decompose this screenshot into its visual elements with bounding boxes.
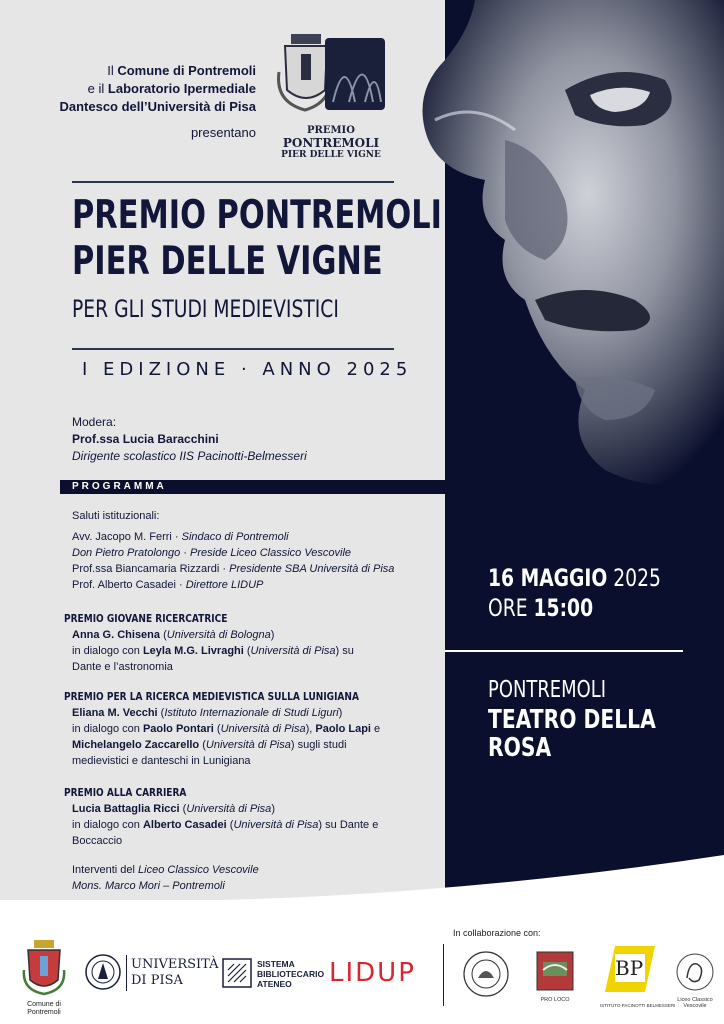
statue-head-image — [415, 0, 724, 520]
unipi-text: UNIVERSITÀ DI PISA — [131, 957, 219, 988]
liceo-logo: Liceo Classico Vescovile — [670, 952, 720, 1009]
pacinotti-logo: BP ISTITUTO PACINOTTI BELMESSERI — [600, 942, 660, 1008]
liceo-seal-icon — [675, 952, 715, 992]
award3-block: Lucia Battaglia Ricci (Università di Pisa) in dialogo con Alberto Casadei (Università di Pisa) su Dante e Boccaccio — [72, 803, 379, 847]
award2-heading: PREMIO PER LA RICERCA MEDIEVISTICA SULLA LUNIGIANA — [64, 690, 359, 703]
event-divider — [445, 650, 683, 652]
unipi-logo — [84, 953, 122, 996]
collab-label: In collaborazione con: — [453, 928, 541, 938]
closing-block: Interventi del Liceo Classico Vescovile Mons. Marco Mori – Pontremoli — [72, 864, 259, 892]
title-line2: PIER DELLE VIGNE — [72, 239, 383, 284]
coat-of-arms-icon — [275, 32, 387, 114]
programma-label: PROGRAMMA — [72, 481, 167, 492]
title-bottom-rule — [72, 348, 394, 350]
moderator-block: Modera: Prof.ssa Lucia Baracchini Dirigente scolastico IIS Pacinotti-Belmesseri — [72, 415, 307, 463]
sba-grid-icon — [222, 958, 252, 988]
title-top-rule — [72, 181, 394, 183]
sba-logo — [222, 958, 252, 993]
fondazione-logo — [462, 950, 510, 1003]
edition-label: I EDIZIONE · ANNO 2025 — [82, 359, 413, 380]
premio-logo: PREMIO PONTREMOLI PIER DELLE VIGNE — [275, 32, 387, 162]
award1-block: Anna G. Chisena (Università di Bologna) in dialogo con Leyla M.G. Livraghi (Università di Pisa) su Dante e l’astronomia — [72, 629, 354, 673]
event-venue-line2: ROSA — [488, 733, 552, 763]
proloco-logo: PRO LOCO — [533, 950, 577, 1003]
comune-crest-icon — [22, 940, 66, 996]
event-venue-line1: TEATRO DELLA — [488, 705, 656, 735]
unipi-seal-icon — [84, 953, 122, 991]
intro-text: Il Comune di Pontremoli e il Laboratorio Ipermediale Dantesco dell’Università di Pisa presentano — [59, 63, 256, 140]
greetings-block: Saluti istituzionali: Avv. Jacopo M. Ferri · Sindaco di Pontremoli Don Pietro Pratolongo · Preside Liceo Classico Vescovile Prof.ssa Biancamaria Rizzardi · Presidente SBA Università di Pisa Prof. Alberto Casadei · Direttore LIDUP — [72, 510, 395, 591]
title-subtitle: PER GLI STUDI MEDIEVISTICI — [72, 295, 339, 323]
lidup-logo: LIDUP — [329, 958, 416, 988]
event-date: 16 MAGGIO 2025 — [488, 564, 661, 592]
event-city: PONTREMOLI — [488, 677, 607, 703]
sba-text: SISTEMA BIBLIOTECARIO ATENEO — [257, 959, 325, 989]
title-line1: PREMIO PONTREMOLI — [72, 193, 442, 238]
footer-divider — [443, 944, 444, 1006]
programma-bar — [60, 480, 445, 494]
award1-heading: PREMIO GIOVANE RICERCATRICE — [64, 612, 228, 625]
event-time: ORE 15:00 — [488, 594, 594, 622]
award2-block: Eliana M. Vecchi (Istituto Internazionale di Studi Liguri) in dialogo con Paolo Pontari (Università di Pisa), Paolo Lapi e Michelangelo Zaccarello (Università di Pisa) sugli studi medievistici e danteschi in Lunigiana — [72, 707, 381, 767]
fondazione-seal-icon — [462, 950, 510, 998]
award3-heading: PREMIO ALLA CARRIERA — [64, 786, 187, 799]
comune-logo: Comune di Pontremoli — [18, 940, 70, 1017]
unipi-divider — [126, 955, 127, 991]
proloco-crest-icon — [535, 950, 575, 992]
